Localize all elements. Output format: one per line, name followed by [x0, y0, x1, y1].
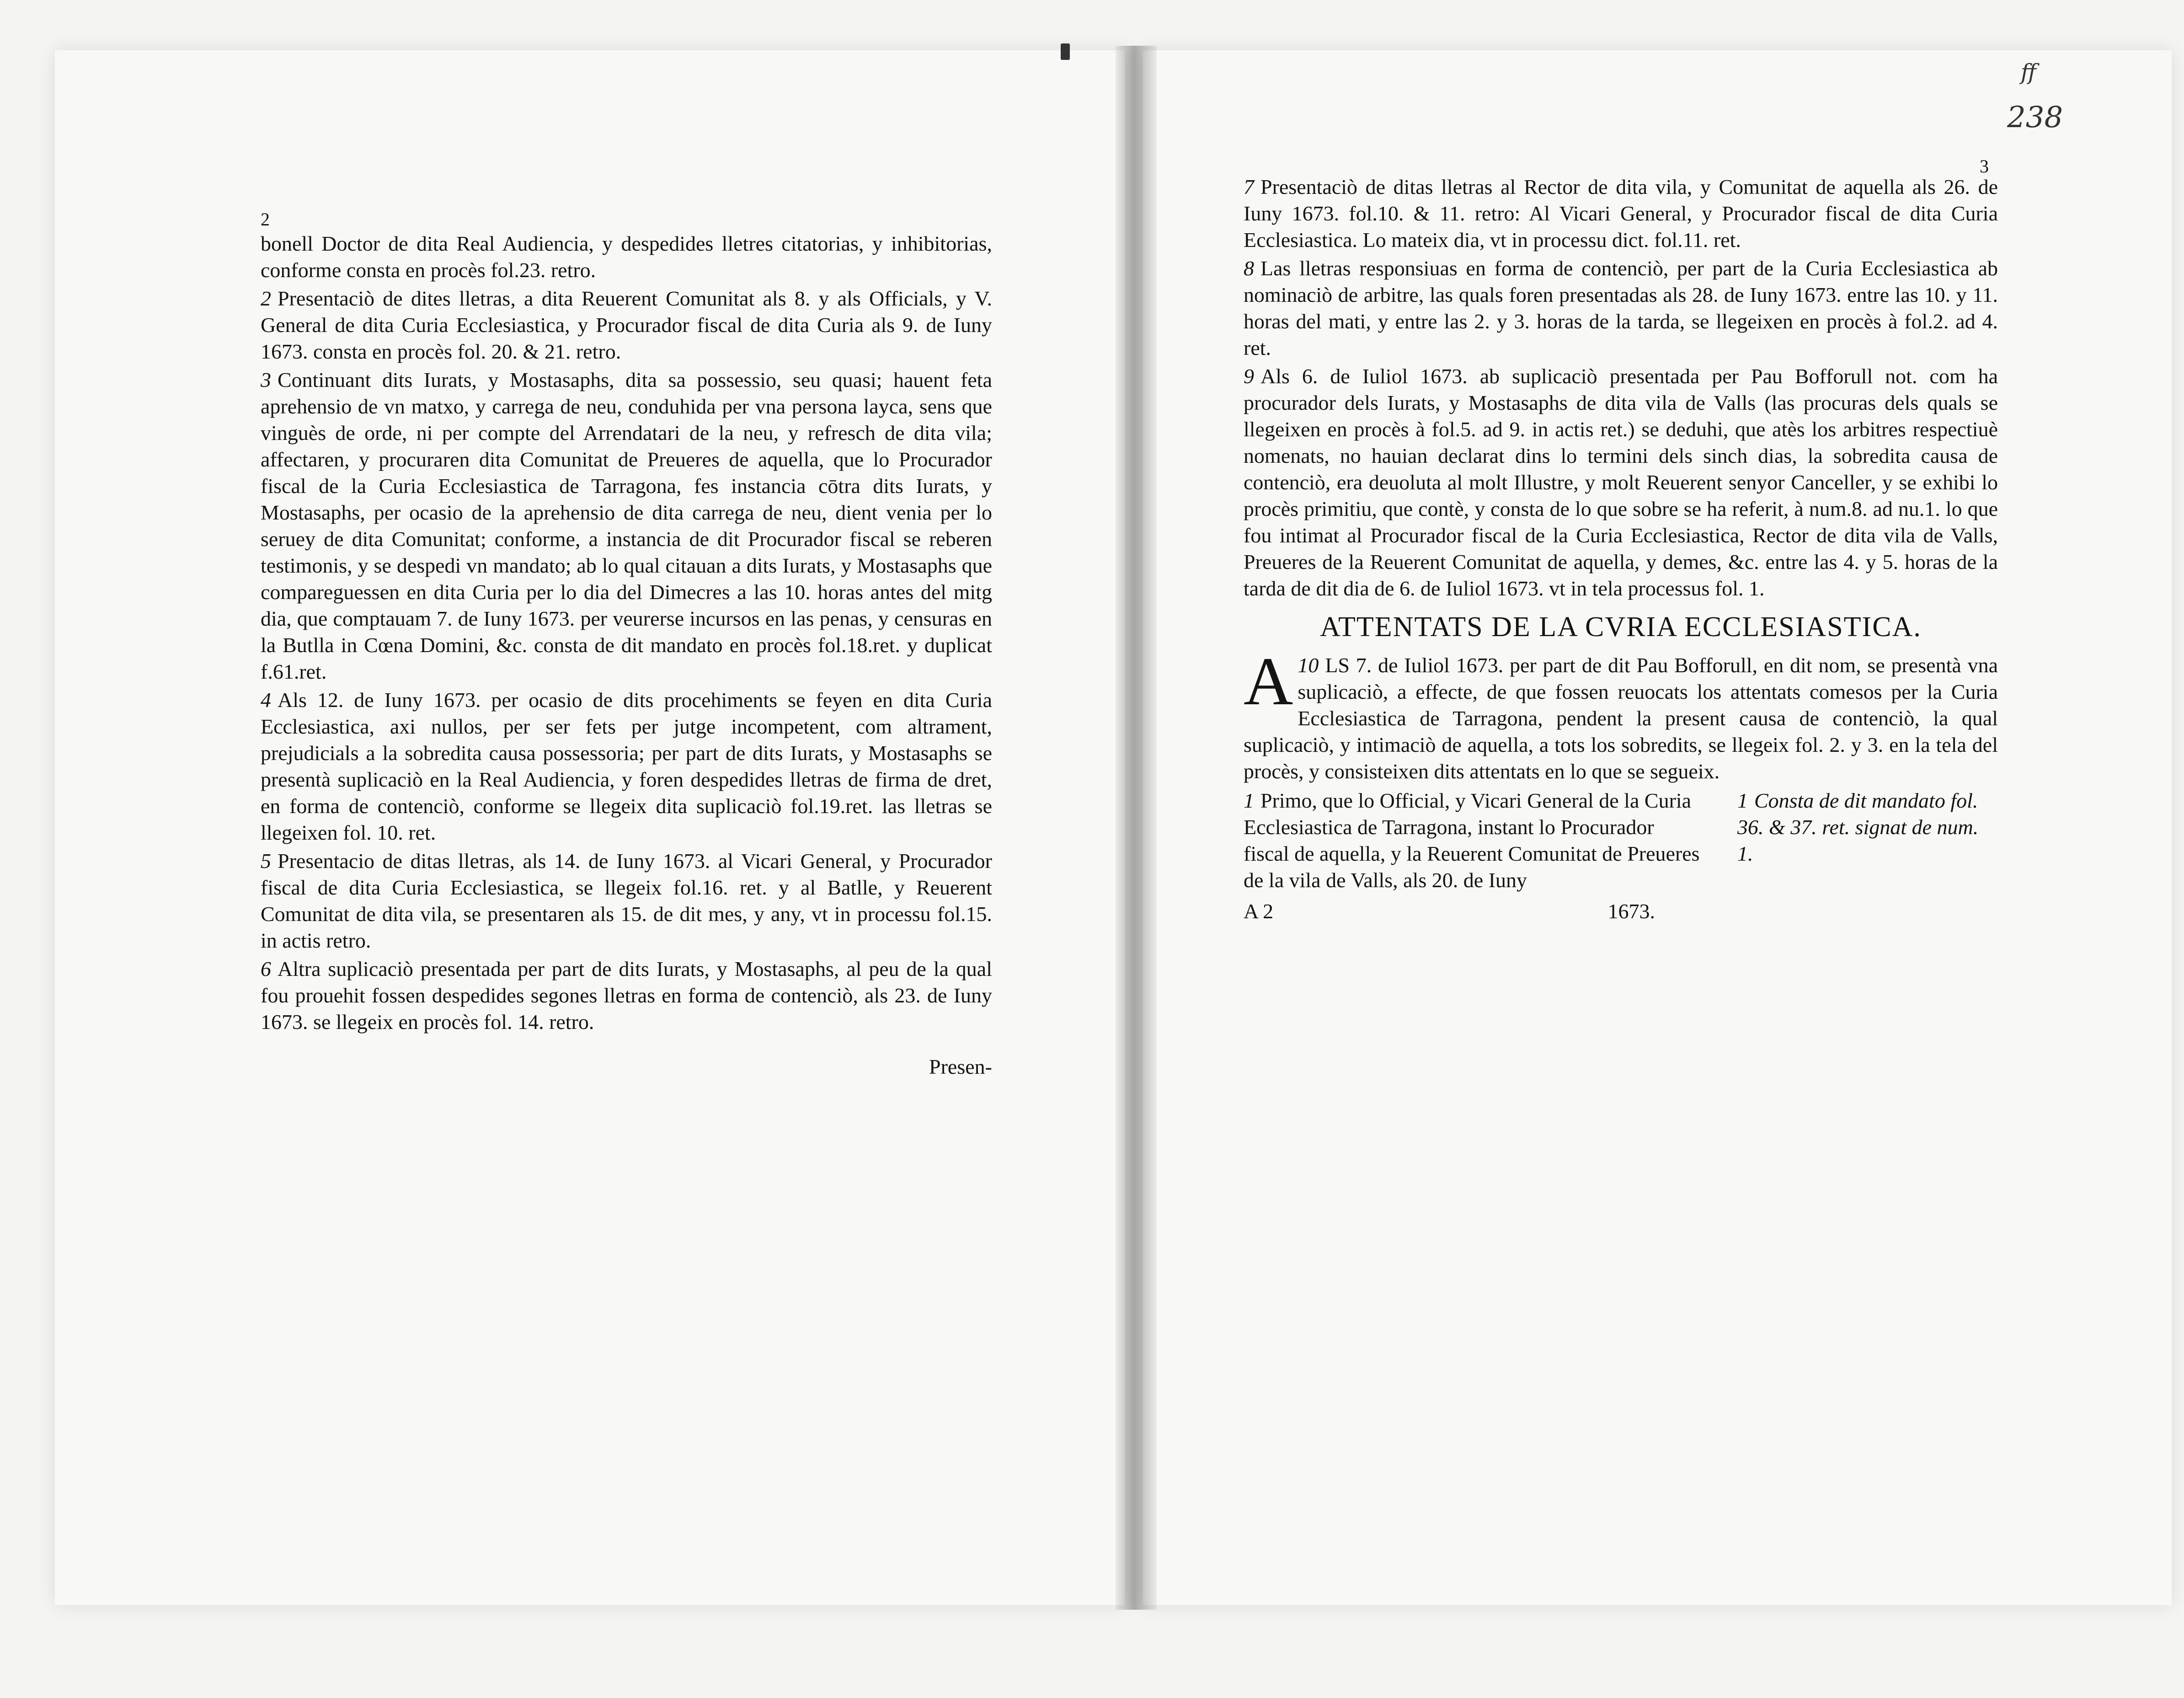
paragraph-text: Continuant dits Iurats, y Mostasaphs, dita sa possessio, seu quasi; hauent feta aprehensio de vn matxo, y carrega de neu, conduhida per vna persona layca, sens que vinguès de orde, ni per compte del Arrendatari de la neu, y refresch de dita vila; affectaren, y procuraren dita Comunitat de Preueres de aquella, que lo Procurador fiscal de la Curia Ecclesiastica de Tarragona, fes instancia cōtra dits Iurats, y Mostasaphs, per ocasio de la aprehensio de dita carrega de neu, dient venia per lo seruey de dita Comunitat; conforme, a instancia de dit Procurador fiscal se reberen testimonis, y se despedi vn mandato; ab lo qual citauan a dits Iurats, y Mostasaphs que compareguessen en dita Curia per lo dia del Dimecres a las 10. horas antes del mitg dia, que comptauam 7. de Iuny 1673. per veurerse incursos en las penas, y censuras en la Butlla in Cœna Domini, &c. consta de dit mandato en procès fol.18.ret. y duplicat f.61.ret.: [261, 368, 992, 683]
item-with-margin-note: [1244, 787, 1998, 925]
section-title: ATTENTATS DE LA CVRIA ECCLESIASTICA.: [1320, 611, 1922, 643]
signature-line: [1244, 898, 1655, 925]
paragraph-text: Presentaciò de ditas lletras al Rector de dita vila, y Comunitat de aquella als 26. de Iuny 1673. fol.10. & 11. retro: Al Vicari General, y Procurador fiscal de dita Curia Ecclesiastica. Lo mateix dia, vt in processu dict. fol.11. ret.: [1244, 175, 1998, 252]
handwritten-folio-number: 238: [2007, 101, 2063, 134]
paragraph-number: 3: [261, 368, 271, 391]
left-paragraph-1: [261, 230, 992, 284]
catchword-left: Presen-: [929, 1055, 992, 1078]
paragraph-number: 7: [1244, 175, 1254, 198]
right-paragraph-9: [1244, 363, 1998, 602]
left-paragraph-2: [261, 285, 992, 365]
paragraph-number: 6: [261, 957, 271, 980]
right-page-text: [1244, 174, 1998, 925]
paragraph-text: Als 6. de Iuliol 1673. ab suplicaciò presentada per Pau Bofforull not. com ha procurador dels Iurats, y Mostasaphs de dita vila de Valls (las procuras dels quals se llegeixen en procès à fol.5. ad 9. in actis ret.) se deduhi, que atès los arbitres respectiuè nomenats, no hauian declarat dins lo termini dels sinch dias, la sobredita causa de contenciò, era deuoluta al molt Illustre, y molt Reuerent senyor Canceller, y se exhibi lo procès primitiu, que contè, y consta de lo que sobre se ha referit, à num.8. ad nu.1. lo que fou intimat al Procurador fiscal de la Curia Ecclesiastica, Rector de dita vila de Valls, Preueres de la Reuerent Comunitat de aquella, y demes, &c. entre las 4. y 5. horas de la tarda de dit dia de 6. de Iuliol 1673. vt in tela processus fol. 1.: [1244, 364, 1998, 600]
signature-mark: A 2: [1244, 900, 1274, 923]
left-page-text: [261, 210, 992, 1080]
page-number-left: 2: [261, 209, 270, 230]
item-number: 1: [1244, 789, 1254, 812]
left-paragraph-5: [261, 848, 992, 954]
right-paragraph-8: [1244, 255, 1998, 361]
paragraph-number: 5: [261, 849, 271, 873]
paragraph-text: LS 7. de Iuliol 1673. per part de dit Pau Bofforull, en dit nom, se presentà vna suplicaciò, a effecte, de que fossen reuocats los attentats comesos per la Curia Ecclesiastica de Tarragona, pendent la present causa de contenciò, la qual suplicaciò, y intimaciò de aquella, a tots los sobredits, se llegeix fol. 2. y 3. en la tela del procès, y consisteixen dits attentats en lo que se segueix.: [1244, 653, 1998, 783]
left-paragraph-4: [261, 687, 992, 846]
right-paragraph-7: [1244, 174, 1998, 253]
paragraph-number: 4: [261, 688, 271, 712]
page-number-right: 3: [1980, 156, 1989, 177]
paragraph-number: 9: [1244, 364, 1254, 388]
paragraph-text: Als 12. de Iuny 1673. per ocasio de dits procehiments se feyen en dita Curia Ecclesiastica, axi nullos, per ser fets per jutge incompetent, com altrament, prejudicials a la sobredita causa possessoria; per part de dits Iurats, y Mostasaphs se presentà suplicaciò en la Real Audiencia, y foren despedides lletras de firma de dret, en forma de contenciò, conforme se llegeix dita suplicaciò fol.19.ret. las lletras se llegeixen fol. 10. ret.: [261, 688, 992, 844]
item-1: [1244, 787, 1701, 925]
binding-mark: [1061, 43, 1070, 60]
paragraph-text: Presentaciò de dites lletras, a dita Reuerent Comunitat als 8. y als Officials, y V. General de dita Curia Ecclesiastica, y Procurador fiscal de dita Curia als 9. de Iuny 1673. consta en procès fol. 20. & 21. retro.: [261, 287, 992, 363]
left-paragraph-6: [261, 956, 992, 1035]
catchword-right: 1673.: [1607, 900, 1655, 923]
paragraph-text: Altra suplicaciò presentada per part de dits Iurats, y Mostasaphs, al peu de la qual fou prouehit fossen despedides segones lletras en forma de contenciò, als 23. de Iuny 1673. se llegeix en procès fol. 14. retro.: [261, 957, 992, 1034]
item-text: Primo, que lo Official, y Vicari General de la Curia Ecclesiastica de Tarragona, instant lo Procurador fiscal de aquella, y la Reuerent Comunitat de Preueres de la vila de Valls, als 20. de Iuny: [1244, 789, 1700, 892]
left-paragraph-3: [261, 367, 992, 685]
drop-cap: A: [1244, 643, 1293, 719]
paragraph-text: Presentacio de ditas lletras, als 14. de Iuny 1673. al Vicari General, y Procurador fiscal de dita Curia Ecclesiastica, se llegeix fol.16. ret. y al Batlle, y Reuerent Comunitat de dita vila, se presentaren als 15. de dit mes, y any, vt in processu fol.15. in actis retro.: [261, 849, 992, 952]
paragraph-number: 10: [1298, 653, 1319, 677]
paragraph-number: 2: [261, 287, 271, 310]
note-number: 1: [1737, 789, 1748, 812]
paragraph-text: bonell Doctor de dita Real Audiencia, y despedides lletres citatorias, y inhibitorias, conforme consta en procès fol.23. retro.: [261, 232, 992, 282]
paragraph-text: Las lletras responsiuas en forma de contenciò, per part de la Curia Ecclesiastica ab nominaciò de arbitre, las quals foren presentadas als 28. de Iuny 1673. entre las 10. y 11. horas del mati, y entre las 2. y 3. horas de la tarda, se llegeixen en procès à fol.2. ad 4. ret.: [1244, 257, 1998, 359]
right-paragraph-10: [1244, 643, 1998, 785]
handwritten-mark: ff: [2021, 59, 2037, 85]
paragraph-number: 8: [1244, 257, 1254, 280]
margin-note-1: [1737, 787, 1993, 925]
note-text: Consta de dit mandato fol. 36. & 37. ret. signat de num. 1.: [1737, 789, 1979, 865]
book-gutter: [1116, 46, 1157, 1610]
